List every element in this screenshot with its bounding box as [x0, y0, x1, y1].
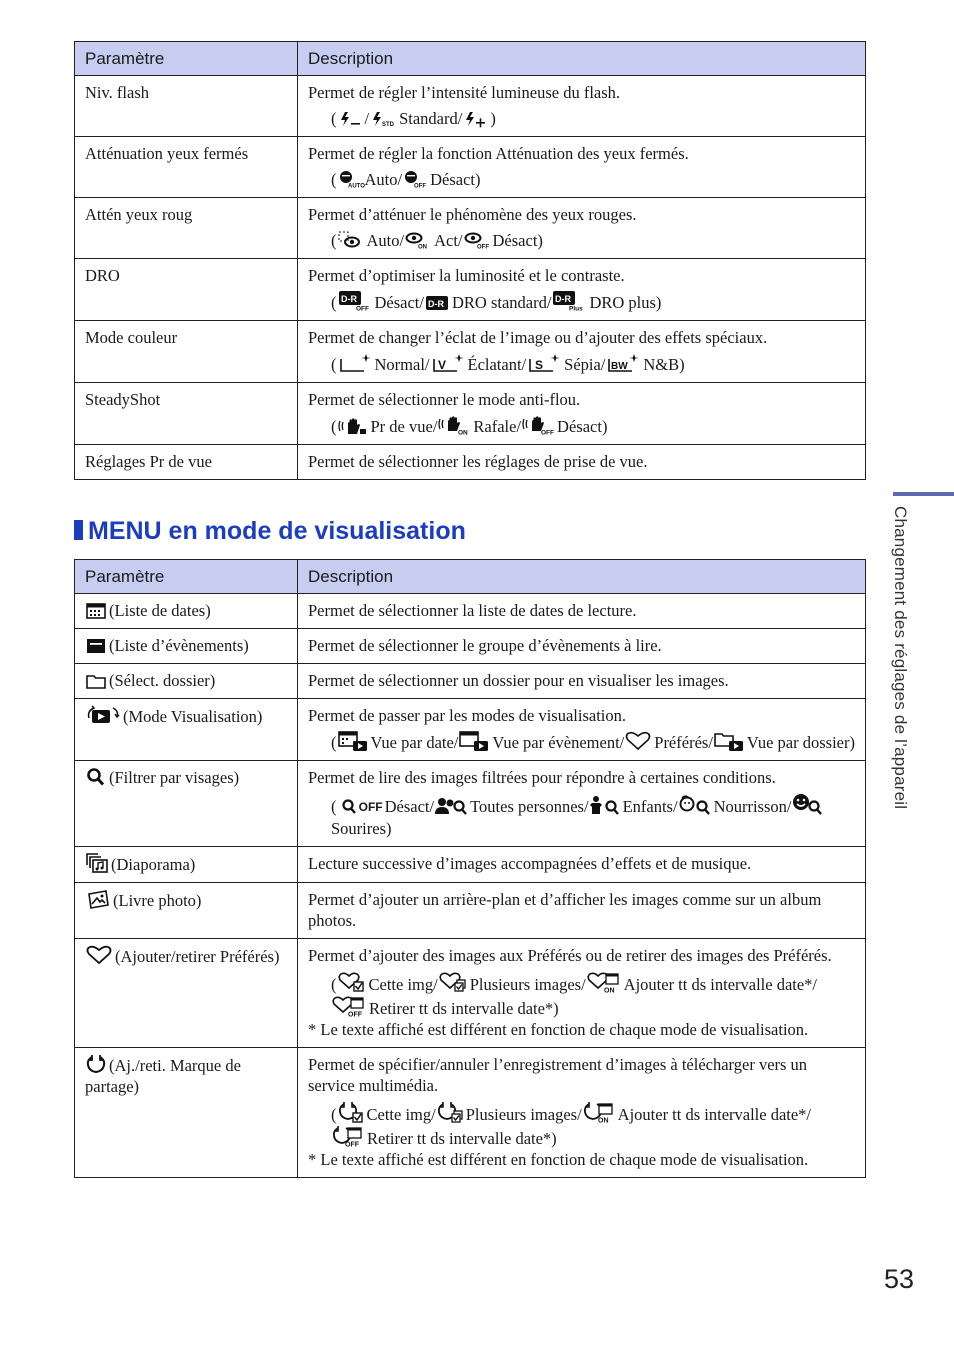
param-cell: (Livre photo) [75, 883, 298, 939]
param-cell: SteadyShot [75, 383, 298, 445]
options-line: ( Cette img/ Plusieurs images/ ON Ajouter tt ds intervalle date*/ OFF Retirer tt ds intervalle date*) [308, 1101, 855, 1149]
color-normal-icon [338, 353, 372, 373]
desc-text: Permet de sélectionner les réglages de prise de vue. [308, 452, 648, 471]
svg-text:ON: ON [418, 244, 428, 251]
desc-cell: Permet de sélectionner un dossier pour en visualiser les images. [298, 664, 866, 699]
desc-cell [298, 699, 866, 761]
infant-icon [679, 795, 711, 815]
heart-icon [625, 731, 651, 751]
param-cell: (Diaporama) [75, 847, 298, 883]
desc-cell: Permet de sélectionner le groupe d’évènements à lire. [298, 629, 866, 664]
table-row [75, 594, 866, 629]
photo-book-icon [86, 889, 110, 909]
table-row [75, 883, 866, 939]
param-cell: Réglages Pr de vue [75, 445, 298, 480]
table-row [75, 664, 866, 699]
param-cell: Mode couleur [75, 321, 298, 383]
desc-cell [298, 76, 866, 137]
flash-minus-icon [338, 111, 362, 127]
table-row [75, 699, 866, 761]
color-sepia-icon [527, 353, 561, 373]
table-row [75, 321, 866, 383]
svg-text:ON: ON [458, 429, 469, 437]
desc-text: Permet d’ajouter des images aux Préférés ou de retirer des images des Préférés. [308, 946, 832, 965]
desc-cell: Permet de sélectionner la liste de dates de lecture. [298, 594, 866, 629]
table-row [75, 939, 866, 1048]
folder-icon [86, 673, 106, 689]
desc-cell [298, 383, 866, 445]
table-row [75, 847, 866, 883]
shooting-settings-table [74, 41, 866, 480]
svg-text:V: V [437, 358, 446, 372]
blink-off-icon [403, 170, 427, 188]
table-header-row [75, 42, 866, 76]
desc-text: Permet de spécifier/annuler l’enregistrement d’images à télécharger vers un service multimédia. [308, 1055, 808, 1095]
children-icon [590, 795, 620, 815]
options-line: ( Cette img/ Plusieurs images/ ON Ajouter tt ds intervalle date*/ OFF Retirer tt ds intervalle date*) [308, 971, 855, 1019]
search-off-icon [342, 799, 356, 815]
desc-cell [298, 761, 866, 847]
event-list-icon [86, 638, 106, 654]
param-cell: (Mode Visualisation) [75, 699, 298, 761]
svg-text:D-R: D-R [555, 294, 572, 304]
side-tab-bar [893, 492, 954, 496]
svg-text:OFF: OFF [541, 429, 555, 437]
desc-text: Permet de lire des images filtrées pour répondre à certaines conditions. [308, 768, 776, 787]
table-row [75, 137, 866, 198]
options-line: ( Normal/ V Éclatant/ S Sépia/ BW N&B) [331, 355, 685, 374]
desc-cell [298, 1048, 866, 1178]
svg-text:Plus: Plus [569, 305, 584, 313]
table-row [75, 259, 866, 321]
desc-text: Permet de régler l’intensité lumineuse du flash. [308, 83, 621, 102]
param-cell: (Sélect. dossier) [75, 664, 298, 699]
table-row [75, 761, 866, 847]
folder-view-icon [714, 731, 744, 751]
favorite-heart-icon [86, 945, 112, 965]
dro-plus-icon [552, 291, 586, 311]
svg-text:OFF: OFF [355, 305, 369, 313]
column-header-desc: Description [298, 42, 866, 76]
red-eye-on-icon [405, 231, 431, 249]
desc-cell [298, 198, 866, 259]
all-people-icon [435, 797, 467, 815]
footnote: * Le texte affiché est différent en fonction de chaque mode de visualisation. [308, 1020, 809, 1039]
red-eye-off-icon [464, 231, 490, 249]
svg-text:ON: ON [597, 1117, 609, 1125]
param-cell: (Filtrer par visages) [75, 761, 298, 847]
color-vivid-icon [431, 353, 465, 373]
section-title: MENU en mode de visualisation [74, 517, 466, 546]
param-cell: Niv. flash [75, 76, 298, 137]
favorite-multiple-icon [439, 971, 467, 993]
svg-text:OFF: OFF [345, 1141, 359, 1149]
desc-cell: Permet d’ajouter un arrière-plan et d’afficher les images comme sur un album photos. [298, 883, 866, 939]
options-line: ( Vue par date/ Vue par évènement/ Préférés/ Vue par dossier) [331, 733, 855, 752]
options-line: ( Pr de vue/ ON Rafale/ OFF Désact) [331, 417, 608, 437]
smile-icon [792, 793, 824, 815]
section-marker [74, 520, 83, 540]
desc-cell: Lecture successive d’images accompagnées d’effets et de musique. [298, 847, 866, 883]
svg-text:D-R: D-R [427, 299, 444, 309]
desc-cell [298, 445, 866, 480]
dro-standard-icon [425, 295, 449, 311]
steadyshot-burst-icon [438, 415, 470, 435]
event-view-icon [459, 731, 489, 751]
param-cell: DRO [75, 259, 298, 321]
page-number: 53 [884, 1264, 915, 1294]
dro-off-icon [338, 291, 372, 311]
table-row [75, 76, 866, 137]
share-add-range-icon [583, 1101, 615, 1123]
options-line: ( Auto/ ON Act/ OFF Désact) [331, 231, 543, 251]
steadyshot-off-icon [522, 415, 554, 435]
slideshow-icon [86, 853, 108, 873]
table-row [75, 445, 866, 480]
desc-cell [298, 939, 866, 1048]
desc-cell [298, 137, 866, 198]
favorite-single-icon [338, 971, 366, 993]
view-mode-icon [86, 705, 120, 725]
svg-text:OFF: OFF [476, 244, 489, 251]
desc-text: Permet de sélectionner le mode anti-flou. [308, 390, 581, 409]
param-cell: (Liste d’évènements) [75, 629, 298, 664]
table-row [75, 383, 866, 445]
options-line: ( D-R OFF Désact/ D-R DRO standard/ D-R Plus DRO plus) [331, 293, 662, 313]
svg-text:AUTO: AUTO [347, 183, 365, 190]
column-header-param: Paramètre [75, 560, 298, 594]
share-remove-range-icon [332, 1125, 364, 1147]
date-list-icon [86, 603, 106, 619]
desc-text: Permet de passer par les modes de visualisation. [308, 706, 627, 725]
table-row [75, 198, 866, 259]
side-chapter-label: Changement des réglages de l’appareil [891, 506, 910, 810]
flash-standard-icon [370, 111, 396, 127]
red-eye-auto-icon [338, 231, 364, 249]
param-cell: (Liste de dates) [75, 594, 298, 629]
param-cell: (Ajouter/retirer Préférés) [75, 939, 298, 1048]
share-multiple-icon [437, 1101, 463, 1123]
svg-text:S: S [535, 358, 544, 372]
desc-cell [298, 259, 866, 321]
favorite-add-range-icon [587, 971, 621, 993]
table-header-row [75, 560, 866, 594]
desc-text: Permet de régler la fonction Atténuation des yeux fermés. [308, 144, 689, 163]
column-header-desc: Description [298, 560, 866, 594]
steadyshot-shooting-icon [338, 417, 368, 435]
flash-plus-icon [463, 111, 487, 127]
share-single-icon [338, 1101, 364, 1123]
favorite-remove-range-icon [332, 995, 366, 1017]
options-line: ( / STD Standard/ ) [331, 109, 496, 128]
svg-text:ON: ON [603, 987, 615, 995]
svg-text:OFF: OFF [414, 183, 427, 190]
color-bw-icon [606, 353, 640, 373]
svg-text:OFF: OFF [348, 1011, 362, 1019]
share-mark-icon [86, 1054, 106, 1074]
desc-text: Permet de changer l’éclat de l’image ou d’ajouter des effets spéciaux. [308, 328, 768, 347]
date-view-icon [338, 731, 368, 751]
options-line: ( AUTO Auto/ OFF Désact) [331, 170, 481, 190]
blink-auto-icon [338, 170, 365, 190]
svg-text:STD: STD [382, 122, 395, 128]
param-cell: Atténuation yeux fermés [75, 137, 298, 198]
footnote: * Le texte affiché est différent en fonction de chaque mode de visualisation. [308, 1150, 809, 1169]
svg-text:BW: BW [611, 361, 629, 372]
desc-text: Permet d’optimiser la luminosité et le contraste. [308, 266, 625, 285]
svg-text:D-R: D-R [340, 294, 357, 304]
table-row [75, 1048, 866, 1178]
param-cell: (Aj./reti. Marque de partage) [75, 1048, 298, 1178]
desc-text: Permet d’atténuer le phénomène des yeux rouges. [308, 205, 637, 224]
column-header-param: Paramètre [75, 42, 298, 76]
options-line: ( OFF Désact/ Toutes personnes/ Enfants/ Nourrisson/ Sourires) [308, 793, 855, 839]
param-cell: Attén yeux roug [75, 198, 298, 259]
playback-menu-table [74, 559, 866, 1178]
search-icon [86, 768, 106, 786]
table-row [75, 629, 866, 664]
desc-cell [298, 321, 866, 383]
